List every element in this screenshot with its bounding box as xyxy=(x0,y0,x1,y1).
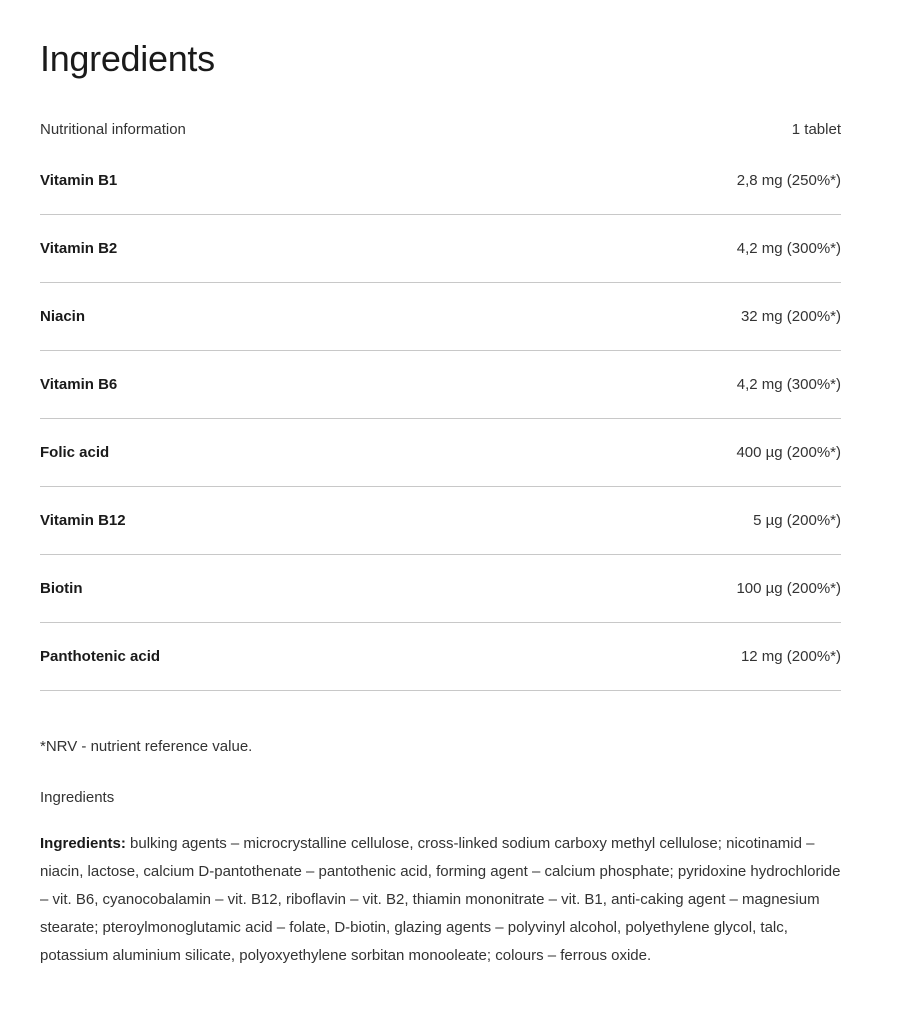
ingredients-subtitle: Ingredients xyxy=(40,789,115,806)
nutrient-name: Vitamin B1 xyxy=(40,172,118,189)
nrv-footnote: *NRV - nutrient reference value. xyxy=(40,738,253,755)
page-title: Ingredients xyxy=(40,38,215,79)
nutrient-value: 2,8 mg (250%*) xyxy=(736,172,841,189)
nutrient-value: 5 µg (200%*) xyxy=(753,512,841,529)
nutrient-value: 400 µg (200%*) xyxy=(736,444,841,461)
nutrition-table xyxy=(40,147,841,691)
table-row xyxy=(40,623,841,691)
table-row xyxy=(40,419,841,487)
nutrient-name: Panthotenic acid xyxy=(40,648,161,665)
table-row xyxy=(40,555,841,623)
table-row xyxy=(40,487,841,555)
nutrient-value: 12 mg (200%*) xyxy=(740,648,841,665)
nutrition-table-header xyxy=(40,121,841,138)
table-header-serving: 1 tablet xyxy=(791,121,841,138)
nutrient-value: 4,2 mg (300%*) xyxy=(736,376,841,393)
nutrient-name: Vitamin B12 xyxy=(40,512,126,529)
nutrient-name: Folic acid xyxy=(40,444,110,461)
table-row xyxy=(40,283,841,351)
nutrient-name: Niacin xyxy=(40,308,86,325)
nutrient-value: 100 µg (200%*) xyxy=(736,580,841,597)
nutrient-name: Biotin xyxy=(40,580,83,597)
table-header-label: Nutritional information xyxy=(40,121,186,138)
nutrient-value: 4,2 mg (300%*) xyxy=(736,240,841,257)
nutrient-name: Vitamin B6 xyxy=(40,376,118,393)
ingredients-list xyxy=(40,830,845,970)
ingredients-lead: Ingredients: xyxy=(40,835,126,852)
table-row xyxy=(40,147,841,215)
table-row xyxy=(40,351,841,419)
ingredients-body: bulking agents – microcrystalline cellulose, cross-linked sodium carboxy methyl cellulose; nicotinamid – niacin, lactose, calcium D-pantothenate – pantothenic acid, forming agent – calcium phosphate; pyridoxine hydrochloride – vit. B6, cyanocobalamin – vit. B12, riboflavin – vit. B2, thiamin mononitrate – vit. B1, anti-caking agent – magnesium stearate; pteroylmonoglutamic acid – folate, D-biotin, glazing agents – polyvinyl alcohol, polyethylene glycol, talc, potassium aluminium silicate, polyoxyethylene sorbitan monooleate; colours – ferrous oxide. xyxy=(40,835,841,964)
nutrient-value: 32 mg (200%*) xyxy=(740,308,841,325)
nutrient-name: Vitamin B2 xyxy=(40,240,118,257)
table-row xyxy=(40,215,841,283)
